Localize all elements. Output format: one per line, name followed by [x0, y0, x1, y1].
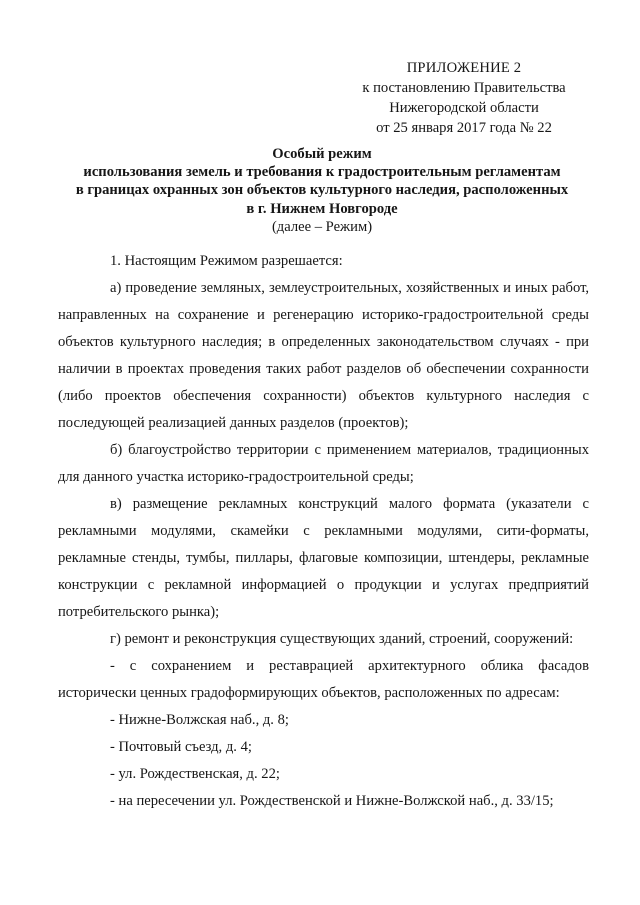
paragraph-4: в) размещение рекламных конструкций малого формата (указатели с рекламными модулями, скамейки с рекламными модулями, сити-форматы, рекламные стенды, тумбы, пиллары, флаговые композиции, штендеры, рекламные конструкции с рекламной информацией о продукции и услугах предприятий потребительского рынка); [58, 496, 589, 620]
address-4: - на пересечении ул. Рождественской и Нижне-Волжской наб., д. 33/15; [110, 793, 554, 809]
appendix-line-3: от 25 января 2017 года № 22 [376, 120, 552, 136]
address-1: - Нижне-Волжская наб., д. 8; [110, 712, 289, 728]
paragraph-1: 1. Настоящим Режимом разрешается: [110, 253, 343, 269]
heading-line-2: в границах охранных зон объектов культурного наследия, расположенных [75, 182, 569, 199]
document-heading [48, 145, 596, 236]
appendix-block [330, 58, 598, 138]
heading-note: (далее – Режим) [271, 218, 373, 235]
paragraph-2: а) проведение земляных, землеустроительных, хозяйственных и иных работ, направленных на сохранение и регенерацию историко-градостроительной среды объектов культурного наследия; в определенных законодательством случаях - при наличии в проектах проведения таких работ разделов об обеспечении сохранности (либо проектов обеспечения сохранности) объектов культурного наследия с последующей реализацией данных разделов (проектов); [58, 280, 589, 431]
appendix-title: ПРИЛОЖЕНИЕ 2 [406, 60, 522, 76]
appendix-line-1: к постановлению Правительства [362, 80, 566, 96]
heading-title: Особый режим [272, 146, 372, 162]
appendix-line-2: Нижегородской области [389, 100, 539, 116]
paragraph-6: - с сохранением и реставрацией архитектурного облика фасадов исторически ценных градоформирующих объектов, расположенных по адресам: [58, 658, 589, 701]
paragraph-5: г) ремонт и реконструкция существующих зданий, строений, сооружений: [110, 631, 574, 647]
document-body [58, 248, 589, 815]
heading-line-3: в г. Нижнем Новгороде [246, 200, 398, 217]
paragraph-3: б) благоустройство территории с применением материалов, традиционных для данного участка историко-градостроительной среды; [58, 442, 589, 485]
heading-line-1: использования земель и требования к градостроительным регламентам [83, 164, 561, 181]
address-3: - ул. Рождественская, д. 22; [110, 766, 280, 782]
address-2: - Почтовый съезд, д. 4; [110, 739, 252, 755]
